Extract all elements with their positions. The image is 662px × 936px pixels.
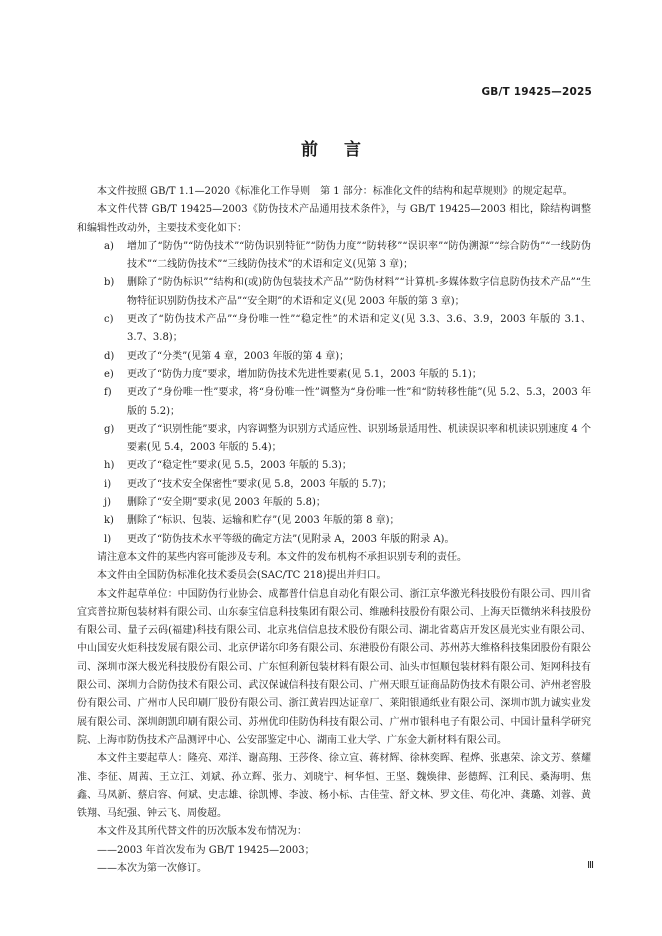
list-item-label: h): [104, 460, 115, 472]
list-item: [77, 512, 591, 530]
list-item-label: c): [104, 314, 114, 326]
list-item-label: j): [104, 497, 112, 509]
document-body: [77, 183, 591, 878]
list-item-text: 删除了“安全期”要求(见 2003 年版的 5.8)；: [127, 497, 326, 509]
list-item-text: 更改了“分类”(见第 4 章，2003 年版的第 4 章)；: [127, 350, 350, 362]
list-item-label: f): [104, 387, 112, 399]
paragraph-history-intro: 本文件及其所代替文件的历次版本发布情况为：: [97, 826, 307, 838]
list-item: [77, 457, 591, 475]
list-item-text: 更改了“技术安全保密性”要求(见 5.8，2003 年版的 5.7)；: [127, 478, 392, 490]
page-number: Ⅲ: [587, 860, 594, 871]
list-item-label: d): [104, 350, 115, 362]
list-item-text: 更改了“身份唯一性”要求，将“身份唯一性”调整为“身份唯一性”和“防转移性能”(见 5.2、5.3，2003 年版的 5.2)；: [127, 387, 591, 417]
list-item-text: 更改了“防伪技术产品”“身份唯一性”“稳定性”的术语和定义(见 3.3、3.6、3.9，2003 年版的 3.1、3.7、3.8)；: [127, 314, 591, 344]
list-item: [77, 274, 591, 311]
list-item-label: i): [104, 478, 112, 490]
list-item: [77, 311, 591, 348]
list-item-label: l): [104, 533, 112, 545]
list-item-label: e): [104, 368, 114, 380]
list-item-label: b): [104, 277, 115, 289]
paragraph-patent-notice: 请注意本文件的某些内容可能涉及专利。本文件的发布机构不承担识别专利的责任。: [97, 551, 467, 563]
history-item: ——本次为第一次修订。: [97, 862, 207, 874]
list-item: [77, 384, 591, 421]
list-item: [77, 476, 591, 494]
paragraph-replacement: 本文件代替 GB/T 19425—2003《防伪技术产品通用技术条件》，与 GB/T 19425—2003 相比，除结构调整和编辑性改动外，主要技术变化如下：: [77, 204, 591, 234]
list-item-text: 删除了“标识、包装、运输和贮存”(见 2003 年版的第 8 章)；: [127, 515, 400, 527]
list-item-text: 更改了“稳定性”要求(见 5.5，2003 年版的 5.3)；: [127, 460, 352, 472]
standard-code: GB/T 19425—2025: [481, 86, 592, 98]
list-item-text: 更改了“防伪技术水平等级的确定方法”(见附录 A，2003 年版的附录 A)。: [127, 533, 455, 545]
list-item-label: a): [104, 240, 114, 252]
page-title: 前言: [301, 140, 387, 160]
history-item: ——2003 年首次发布为 GB/T 19425—2003；: [97, 844, 315, 856]
list-item-text: 增加了“防伪”“防伪技术”“防伪识别特征”“防伪力度”“防转移”“误识率”“防伪溯源”“综合防伪”“一线防伪技术”“二线防伪技术”“三线防伪技术”的术语和定义(见第 3 章)；: [127, 240, 591, 271]
list-item: [77, 421, 591, 458]
paragraph-drafting-rules: 本文件按照 GB/T 1.1—2020《标准化工作导则 第 1 部分：标准化文件的结构和起草规则》的规定起草。: [97, 186, 573, 197]
list-item: [77, 238, 591, 275]
list-item-text: 更改了“防伪力度”要求，增加防伪技术先进性要素(见 5.1，2003 年版的 5.1)；: [127, 368, 482, 380]
paragraph-drafting-units: 本文件起草单位：中国防伪行业协会、成都普什信息自动化有限公司、浙江京华激光科技股份有限公司、四川省宜宾普拉斯包装材料有限公司、山东泰宝信息科技集团有限公司、维融科技股份有限公司、上海天臣微纳米科技股份有限公司、量子云码(福建)科技有限公司、北京兆信信息技术股份有限公司、湖北省葛店开发区晨光实业有限公司、中山国安火炬科技发展有限公司、北京伊诺尔印务有限公司、东港股份有限公司、苏州苏大维格科技集团股份有限公司、深圳市深大极光科技股份有限公司、广东恒利新包装材料有限公司、汕头市恒顺包装材料有限公司、矩网科技有限公司、深圳力合防伪技术有限公司、武汉保诚信科技有限公司、广州天眼互证商品防伪技术有限公司、泸州老窖股份有限公司、广州市人民印刷厂股份有限公司、浙江黄岩四达证章厂、莱阳银通纸业有限公司、深圳市凯力诚实业发展有限公司、深圳朗凯印刷有限公司、苏州优印佳防伪科技有限公司、广州市银科电子有限公司、中国计量科学研究院、上海市防伪技术产品测评中心、公安部鉴定中心、湖南工业大学、广东金大新材料有限公司。: [77, 588, 591, 746]
paragraph-proposer: 本文件由全国防伪标准化技术委员会(SAC/TC 218)提出并归口。: [97, 570, 387, 582]
changes-list: [77, 238, 591, 549]
list-item: [77, 494, 591, 512]
list-item-text: 删除了“防伪标识”“结构和(或)防伪包装技术产品”“防伪材料”“计算机-多媒体数字信息防伪技术产品”“生物特征识别防伪技术产品”“安全期”的术语和定义(见 2003 年版的第 3 章)；: [127, 277, 591, 307]
list-item: [77, 348, 591, 366]
paragraph-drafters: 本文件主要起草人：隆亮、邓洋、谢高翔、王莎佟、徐立宣、蒋材辉、徐林奕晖、程烨、张惠荣、涂文芳、蔡耀准、李征、周茜、王立江、刘斌、孙立辉、张力、刘晓宁、柯华恒、王坚、魏焕律、彭德辉、江利民、桑海明、焦鑫、马凤新、蔡启容、何斌、史志雄、徐凯博、李波、杨小标、古佳莹、舒文林、罗文佳、苟化冲、龚璐、刘蓉、黄铁翔、马纪强、钟云飞、周俊超。: [77, 753, 591, 820]
list-item: [77, 531, 591, 549]
list-item-label: k): [104, 515, 114, 527]
list-item: [77, 366, 591, 384]
list-item-text: 更改了“识别性能”要求，内容调整为识别方式适应性、识别场景适用性、机读误识率和机读识别速度 4 个要素(见 5.4，2003 年版的 5.4)；: [127, 423, 591, 454]
list-item-label: g): [104, 423, 115, 435]
